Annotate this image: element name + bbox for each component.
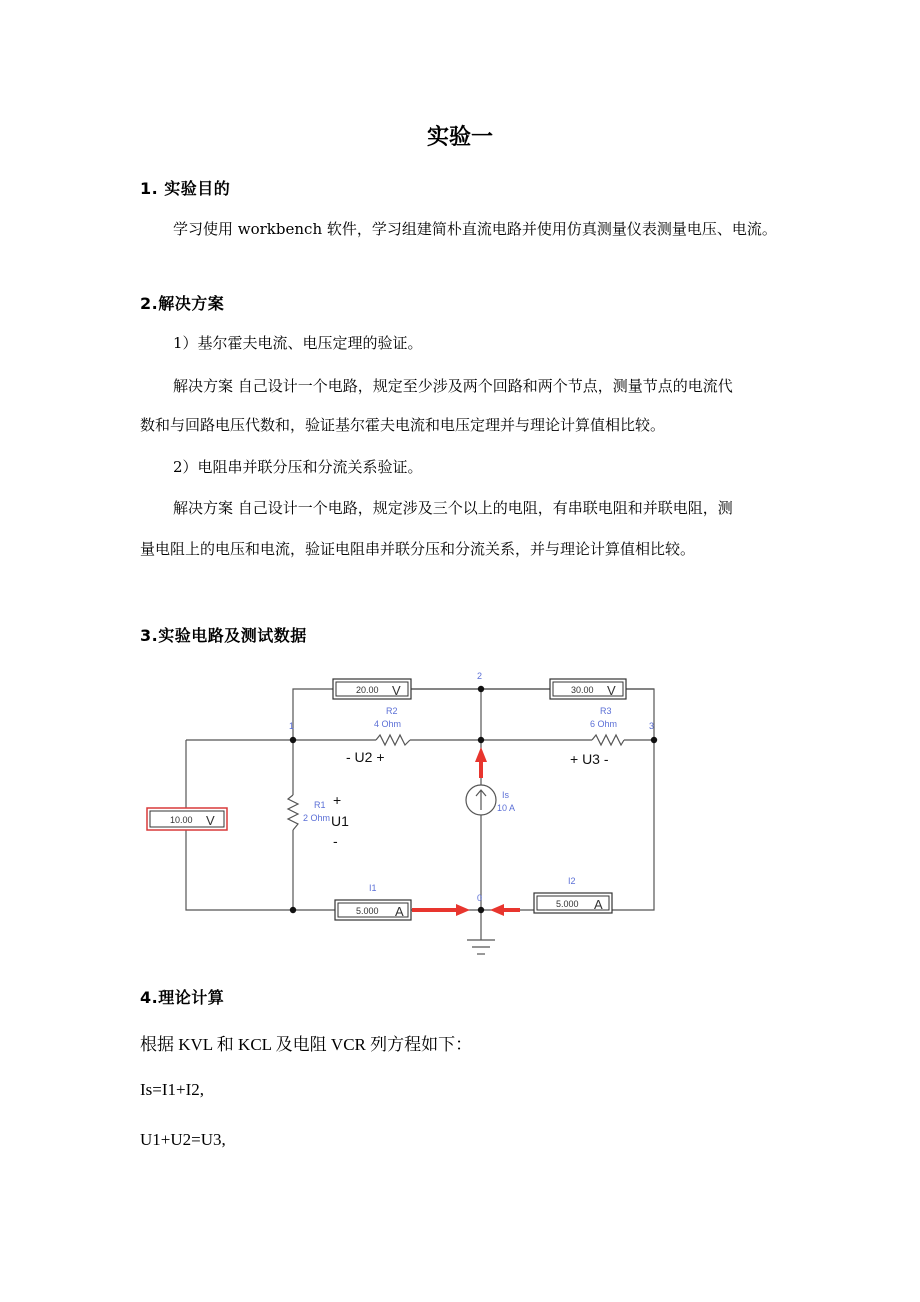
ammeter-i2-unit: A	[594, 897, 603, 912]
section-2-plan-2-line-1: 解决方案 自己设计一个电路，规定涉及三个以上的电阻，有串联电阻和并联电阻，测	[173, 499, 733, 517]
node-0-label: 0	[477, 893, 483, 903]
r1-value: 2 Ohm	[303, 813, 331, 823]
ammeter-i2	[534, 893, 612, 913]
voltmeter-left	[147, 808, 227, 830]
ammeter-i1-label: I1	[369, 883, 377, 893]
ammeter-i1	[335, 900, 411, 920]
section-2-item-2: 2）电阻串并联分压和分流关系验证。	[173, 458, 423, 476]
section-2-plan-2-line-2: 量电阻上的电压和电流，验证电阻串并联分压和分流关系，并与理论计算值相比较。	[140, 540, 696, 558]
left-arrow-icon	[490, 904, 520, 916]
section-4-heading: 4.理论计算	[140, 988, 225, 1007]
voltmeter-top-right-unit: V	[607, 683, 616, 698]
red-current-arrows	[412, 747, 520, 916]
r2-value: 4 Ohm	[374, 719, 402, 729]
right-arrow-icon	[412, 904, 470, 916]
circuit-wires	[186, 689, 654, 954]
ammeter-i2-value: 5.000	[556, 899, 579, 909]
u1-minus: -	[333, 833, 338, 849]
u1-label: U1	[331, 813, 349, 829]
equation-kvl: U1+U2=U3,	[140, 1130, 226, 1149]
page-title: 实验一	[426, 125, 493, 150]
voltmeter-left-value: 10.00	[170, 815, 193, 825]
u3-label: + U3 -	[570, 751, 609, 767]
node-1-label: 1	[289, 721, 295, 731]
voltmeter-top-left	[333, 679, 411, 699]
voltmeter-left-unit: V	[206, 813, 215, 828]
voltmeter-top-left-unit: V	[392, 683, 401, 698]
r2-name: R2	[386, 706, 398, 716]
node-3-label: 3	[649, 721, 655, 731]
node-2-label: 2	[477, 671, 483, 681]
r2-resistor	[376, 735, 410, 745]
section-3-heading: 3.实验电路及测试数据	[140, 626, 307, 645]
u2-label: - U2 +	[346, 749, 385, 765]
section-2-heading: 2.解决方案	[140, 294, 225, 313]
voltmeter-top-right	[550, 679, 626, 699]
section-1-heading: 1. 实验目的	[140, 179, 231, 198]
r1-name: R1	[314, 800, 326, 810]
u1-plus: +	[333, 792, 342, 808]
voltmeter-top-right-value: 30.00	[571, 685, 594, 695]
section-2-plan-1-line-2: 数和与回路电压代数和，验证基尔霍夫电流和电压定理并与理论计算值相比较。	[140, 416, 666, 434]
section-2-plan-1-line-1: 解决方案 自己设计一个电路，规定至少涉及两个回路和两个节点，测量节点的电流代	[173, 377, 733, 395]
r3-name: R3	[600, 706, 612, 716]
equation-kcl: Is=I1+I2,	[140, 1080, 205, 1099]
ammeter-i1-unit: A	[395, 904, 404, 919]
r3-value: 6 Ohm	[590, 719, 618, 729]
up-arrow-icon	[475, 747, 487, 778]
r3-resistor	[592, 735, 624, 745]
r1-resistor	[288, 795, 298, 830]
section-4-intro: 根据 KVL 和 KCL 及电阻 VCR 列方程如下：	[140, 1035, 473, 1054]
source-value: 10 A	[497, 803, 516, 813]
source-name: Is	[502, 790, 510, 800]
ammeter-i1-value: 5.000	[356, 906, 379, 916]
ammeter-i2-label: I2	[568, 876, 576, 886]
voltmeter-top-left-value: 20.00	[356, 685, 379, 695]
section-1-body: 学习使用 workbench 软件，学习组建简朴直流电路并使用仿真测量仪表测量电压、电流。	[173, 220, 777, 238]
section-2-item-1: 1）基尔霍夫电流、电压定理的验证。	[173, 334, 423, 352]
